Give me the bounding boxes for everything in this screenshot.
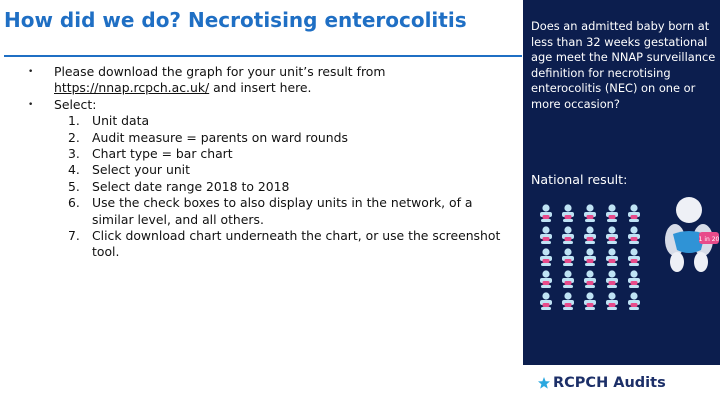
baby-small-head [608,226,615,233]
baby-small-nappy [631,281,638,285]
list-item [24,195,510,228]
baby-small-head [586,204,593,211]
baby-small-icon [628,292,640,310]
baby-small-head [542,204,549,211]
baby-small-legs [629,307,639,310]
baby-small-head [608,204,615,211]
bullet-text: Select: [54,96,97,112]
baby-small-legs [585,285,595,288]
star-icon [537,376,551,390]
baby-small-icon [606,226,618,244]
sidebar-panel [523,0,720,365]
baby-small-head [542,270,549,277]
baby-small-head [630,204,637,211]
baby-small-nappy [631,215,638,219]
bullet-text: Please download the graph for your unit’s result from [54,64,386,79]
baby-small-icon [606,292,618,310]
step-number: 4. [68,162,80,178]
baby-small-legs [563,241,573,244]
baby-small-icon [562,270,574,288]
baby-small-nappy [587,281,594,285]
baby-small-legs [629,263,639,266]
baby-small-legs [629,219,639,222]
baby-small-nappy [609,303,616,307]
step-text: Use the check boxes to also display units in the network, of a similar level, and all others. [92,195,473,227]
baby-small-legs [607,241,617,244]
baby-small-legs [585,241,595,244]
badge-text: 1 in 20 [698,236,719,243]
baby-small-head [542,226,549,233]
baby-small-legs [541,241,551,244]
national-result-label: National result: [531,172,628,187]
baby-small-head [564,204,571,211]
baby-icon-grid [535,203,645,313]
rcpch-logo [537,372,666,394]
baby-small-legs [541,285,551,288]
baby-small-nappy [631,303,638,307]
baby-small-nappy [587,215,594,219]
baby-small-legs [563,307,573,310]
baby-small-head [586,292,593,299]
step-text: Select date range 2018 to 2018 [92,178,290,194]
step-number: 2. [68,129,80,145]
baby-small-head [564,226,571,233]
title-underline [4,55,522,57]
baby-small-legs [563,285,573,288]
baby-small-legs [585,219,595,222]
instruction-bullet-download [24,64,510,97]
baby-small-nappy [609,281,616,285]
baby-small-nappy [565,259,572,263]
nnap-link[interactable]: https://nnap.rcpch.ac.uk/ [54,80,210,96]
baby-small-icon [540,270,552,288]
list-item [24,130,510,146]
baby-small-legs [607,219,617,222]
baby-small-icon [628,204,640,222]
baby-small-nappy [543,259,550,263]
baby-small-legs [607,285,617,288]
bullet-text-end: and insert here. [209,80,312,96]
step-number: 5. [68,178,80,194]
baby-small-nappy [587,259,594,263]
instructions-panel [24,64,510,261]
baby-small-icon [584,226,596,244]
baby-small-icon [628,248,640,266]
step-list [24,113,510,261]
baby-small-head [586,226,593,233]
baby-small-icon [584,248,596,266]
baby-small-head [564,292,571,299]
step-number: 1. [68,113,80,129]
step-text: Click download chart underneath the chart, or use the screenshot tool. [92,228,501,260]
baby-small-icon [562,248,574,266]
bullet-mark: • [28,67,34,77]
baby-small-legs [607,263,617,266]
baby-small-nappy [543,215,550,219]
baby-small-legs [541,307,551,310]
baby-small-nappy [543,303,550,307]
baby-small-nappy [543,237,550,241]
step-text: Select your unit [92,162,190,178]
step-text: Unit data [92,113,150,129]
baby-small-legs [585,307,595,310]
baby-small-head [542,248,549,255]
baby-small-icon [562,226,574,244]
baby-small-nappy [565,237,572,241]
nec-question: Does an admitted baby born at less than 32 weeks gestational age meet the NNAP surveillance definition for necrotising enterocolitis (NEC) on one or more occasion? [531,19,716,111]
baby-small-head [630,292,637,299]
baby-small-nappy [565,303,572,307]
baby-small-icon [540,204,552,222]
baby-small-nappy [609,259,616,263]
baby-small-icon [584,204,596,222]
baby-small-icon [584,270,596,288]
baby-icon [659,196,719,274]
bullet-mark: • [28,99,34,110]
baby-small-nappy [587,303,594,307]
list-item [24,146,510,162]
baby-small-icon [606,270,618,288]
baby-small-nappy [631,237,638,241]
baby-small-nappy [565,215,572,219]
baby-small-icon [562,292,574,310]
baby-small-legs [607,307,617,310]
baby-small-head [542,292,549,299]
baby-small-head [608,248,615,255]
baby-small-nappy [565,281,572,285]
baby-small-nappy [631,259,638,263]
baby-small-head [630,226,637,233]
baby-small-head [564,270,571,277]
baby-small-icon [628,226,640,244]
baby-small-legs [629,241,639,244]
baby-small-icon [540,292,552,310]
baby-small-head [608,270,615,277]
baby-small-legs [563,219,573,222]
baby-leg-right [694,252,708,272]
list-item [24,162,510,178]
baby-leg-left [670,252,684,272]
baby-small-legs [541,263,551,266]
baby-small-icon [628,270,640,288]
instruction-bullet-select [24,97,510,113]
baby-small-nappy [609,237,616,241]
list-item [24,179,510,195]
step-text: Audit measure = parents on ward rounds [92,129,348,145]
step-number: 6. [68,195,80,211]
list-item [24,228,510,261]
baby-small-nappy [609,215,616,219]
baby-small-legs [585,263,595,266]
list-item [24,113,510,129]
baby-small-head [586,270,593,277]
baby-small-icon [540,248,552,266]
baby-small-icon [606,204,618,222]
baby-small-head [630,248,637,255]
baby-small-icon [540,226,552,244]
star-shape [538,377,550,389]
step-text: Chart type = bar chart [92,146,233,162]
baby-small-nappy [543,281,550,285]
step-number: 7. [68,228,80,244]
baby-small-icon [584,292,596,310]
baby-small-icon [606,248,618,266]
baby-small-legs [563,263,573,266]
baby-small-head [564,248,571,255]
baby-small-legs [541,219,551,222]
baby-small-head [586,248,593,255]
baby-small-icon [562,204,574,222]
baby-head [676,197,702,223]
baby-small-head [608,292,615,299]
logo-text: RCPCH Audits [553,375,666,391]
baby-small-head [630,270,637,277]
baby-small-legs [629,285,639,288]
baby-small-nappy [587,237,594,241]
slide-title: How did we do? Necrotising enterocolitis [4,8,467,32]
step-number: 3. [68,146,80,162]
